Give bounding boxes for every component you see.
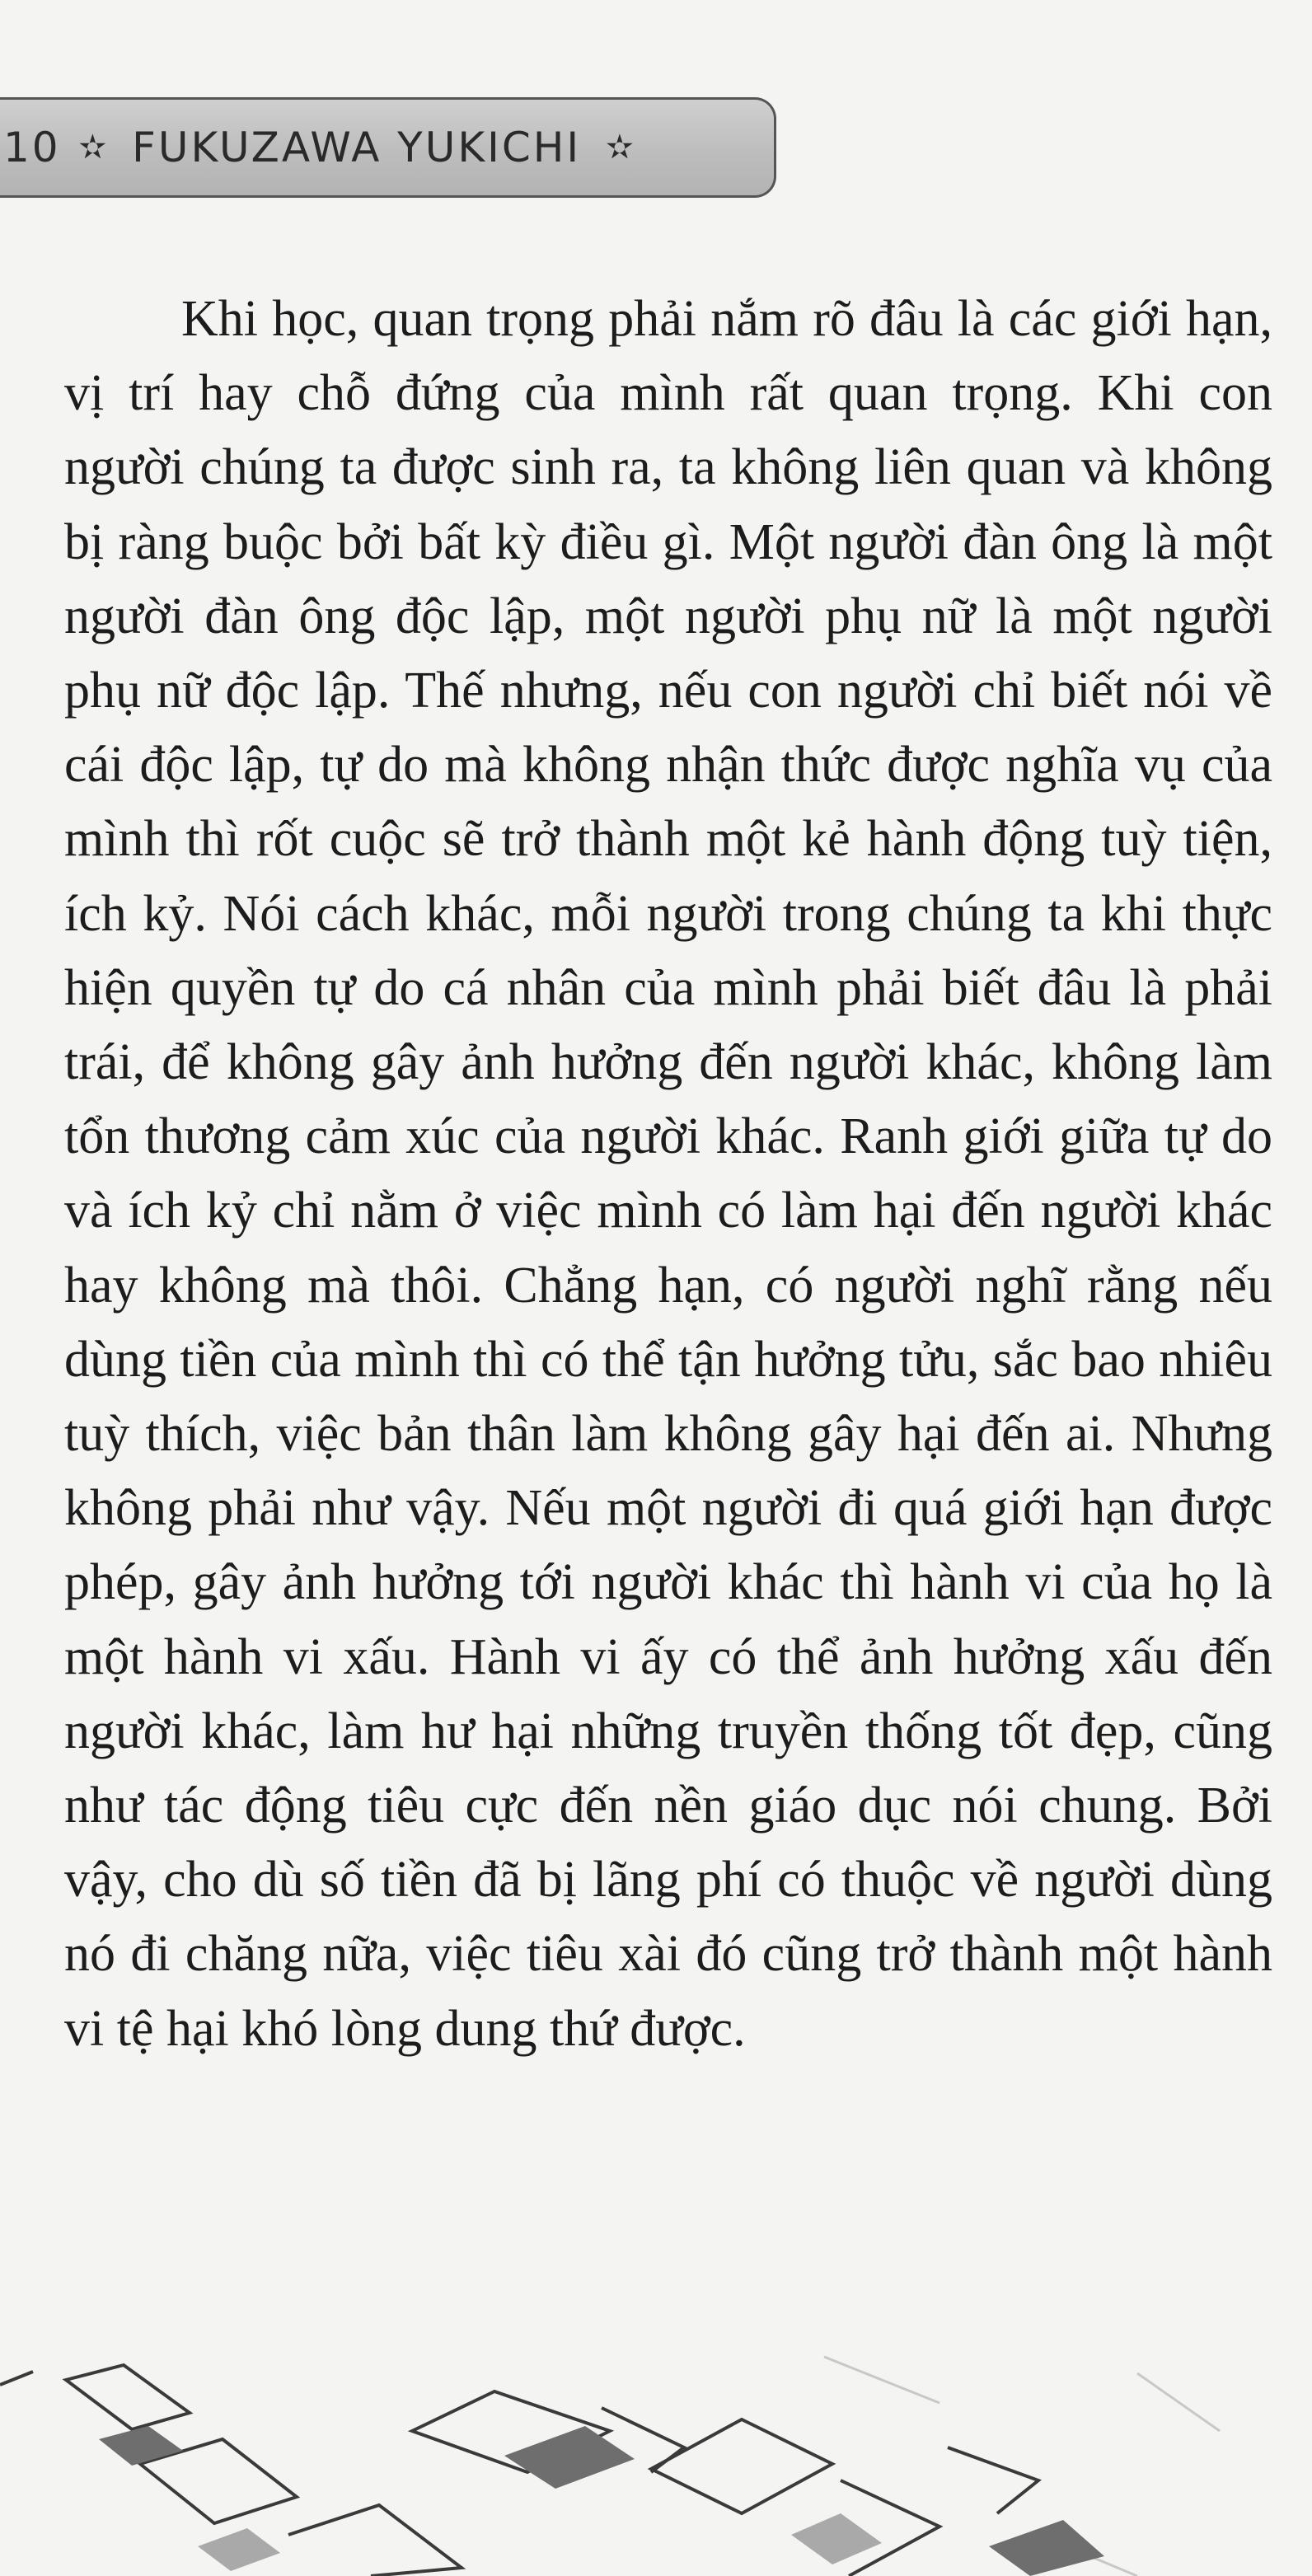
decoration-line [948, 2447, 1038, 2513]
book-title: FUKUZAWA YUKICHI [132, 124, 582, 171]
decoration-filled-diamond [504, 2426, 635, 2489]
body-paragraph: Khi học, quan trọng phải nắm rõ đâu là các giới hạn, vị trí hay chỗ đứng của mình rất quan trọng. Khi con người chúng ta được sinh ra, ta không liên quan và không bị ràng buộc bởi bất kỳ điều gì. Một người đàn ông là một người đàn ông độc lập, một người phụ nữ là một người phụ nữ độc lập. Thế nhưng, nếu con người chỉ biết nói về cái độc lập, tự do mà không nhận thức được nghĩa vụ của mình thì rốt cuộc sẽ trở thành một kẻ hành động tuỳ tiện, ích kỷ. Nói cách khác, mỗi người trong chúng ta khi thực hiện quyền tự do cá nhân của mình phải biết đâu là phải trái, để không gây ảnh hưởng đến người khác, không làm tổn thương cảm xúc của người khác. Ranh giới giữa tự do và ích kỷ chỉ nằm ở việc mình có làm hại đến người khác hay không mà thôi. Chẳng hạn, có người nghĩ rằng nếu dùng tiền của mình thì có thể tận hưởng tửu, sắc bao nhiêu tuỳ thích, việc bản thân làm không gây hại đến ai. Nhưng không phải như vậy. Nếu một người đi quá giới hạn được phép, gây ảnh hưởng tới người khác thì hành vi của họ là một hành vi xấu. Hành vi ấy có thể ảnh hưởng xấu đến người khác, làm hư hại những truyền thống tốt đẹp, cũng như tác động tiêu cực đến nền giáo dục nói chung. Bởi vậy, cho dù số tiền đã bị lãng phí có thuộc về người dùng nó đi chăng nữa, việc tiêu xài đó cũng trở thành một hành vi tệ hại khó lòng dung thứ được. [64, 291, 1272, 2057]
decoration-line [1137, 2373, 1220, 2431]
decoration-filled-diamond [791, 2513, 882, 2564]
decoration-line [824, 2357, 939, 2403]
decoration-filled-diamond [989, 2520, 1104, 2576]
star-icon: ✫ [606, 129, 636, 166]
decoration-diamond [651, 2419, 832, 2513]
decoration-filled-diamond [99, 2426, 183, 2466]
decoration-line [0, 2372, 33, 2385]
star-icon: ✫ [78, 129, 110, 166]
decoration-filled-diamond [198, 2528, 280, 2571]
running-header-text [3, 124, 636, 171]
running-header [0, 97, 776, 198]
page-number: 10 [3, 124, 61, 171]
decorative-diamond-pattern [0, 2340, 1312, 2576]
decoration-diamond [288, 2505, 462, 2576]
decoration-diamond [66, 2365, 190, 2429]
